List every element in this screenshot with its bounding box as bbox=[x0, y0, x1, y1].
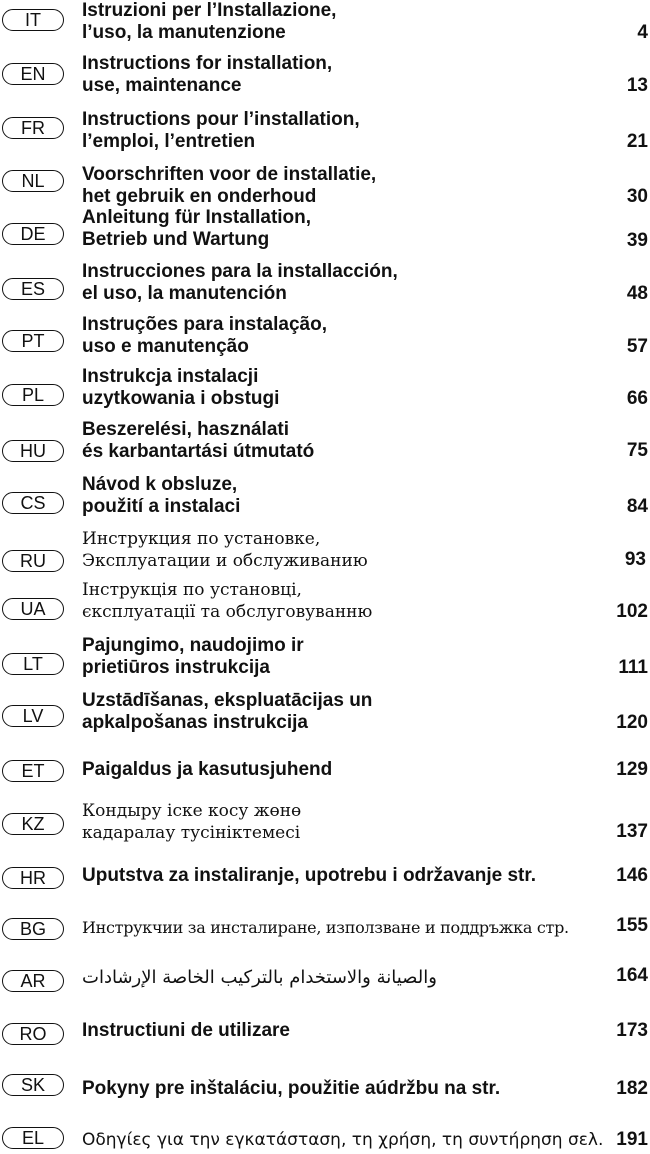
language-badge: CS bbox=[2, 492, 64, 514]
toc-entry-lt bbox=[0, 635, 650, 679]
language-badge: NL bbox=[2, 170, 64, 192]
entry-title bbox=[82, 917, 610, 939]
title-line-2: és karbantartási útmutató bbox=[82, 441, 315, 462]
title-line-2: apkalpošanas instrukcija bbox=[82, 712, 308, 733]
title-line-1: Інструкція по установці, bbox=[82, 580, 302, 600]
title-line-2: het gebruik en onderhoud bbox=[82, 186, 317, 207]
title-line-1: Beszerelési, használati bbox=[82, 419, 289, 440]
title-line-1: والصيانة والاستخدام بالتركيب الخاصة الإرشادات bbox=[82, 967, 437, 988]
page-number: 48 bbox=[626, 283, 648, 304]
title-line-2: el uso, la manutención bbox=[82, 283, 287, 304]
title-line-1: Návod k obsluze, bbox=[82, 474, 238, 495]
title-line-1: Uzstādīšanas, ekspluatācijas un bbox=[82, 690, 373, 711]
language-badge: SK bbox=[2, 1074, 64, 1096]
entry-title bbox=[82, 759, 610, 781]
toc-entry-sk bbox=[0, 1075, 650, 1102]
title-line-1: Кондыру іске косу жөнө bbox=[82, 801, 302, 821]
page-number: 120 bbox=[616, 712, 648, 733]
toc-entry-lv bbox=[0, 690, 650, 734]
toc-entry-cs bbox=[0, 474, 650, 518]
page-number: 30 bbox=[626, 186, 648, 207]
entry-title bbox=[82, 1078, 610, 1100]
title-line-1: Instrukcja instalacji bbox=[82, 366, 259, 387]
language-badge: DE bbox=[2, 223, 64, 245]
toc-entry-hu bbox=[0, 419, 650, 463]
title-line-2: Эксплуатации и обслуживанию bbox=[82, 551, 368, 571]
page-number: 146 bbox=[616, 865, 648, 886]
page-number: 66 bbox=[626, 388, 648, 409]
title-line-1: Instructions pour l’installation, bbox=[82, 109, 360, 130]
page-number: 155 bbox=[616, 915, 648, 936]
toc-entry-fr bbox=[0, 109, 650, 153]
page-number: 4 bbox=[637, 22, 648, 43]
toc-entry-de bbox=[0, 207, 650, 251]
entry-title bbox=[82, 474, 610, 518]
page-number: 173 bbox=[616, 1020, 648, 1041]
title-line-2: Betrieb und Wartung bbox=[82, 229, 270, 250]
entry-title bbox=[82, 53, 610, 97]
language-badge: EN bbox=[2, 63, 64, 85]
language-badge: ET bbox=[2, 760, 64, 782]
page-number: 182 bbox=[616, 1078, 648, 1099]
page-number: 164 bbox=[616, 965, 648, 986]
language-badge: HR bbox=[2, 867, 64, 889]
title-line-1: Voorschriften voor de installatie, bbox=[82, 164, 377, 185]
toc-entry-ru bbox=[0, 528, 650, 572]
language-badge: UA bbox=[2, 598, 64, 620]
toc-entry-nl bbox=[0, 164, 650, 208]
entry-title bbox=[82, 690, 610, 734]
title-line-1: Pokyny pre inštaláciu, použitie aúdržbu na str. bbox=[82, 1078, 501, 1099]
title-line-1: Anleitung für Installation, bbox=[82, 207, 312, 228]
title-line-1: Инструкчии за инсталиране, използване и поддръжка стр. bbox=[82, 918, 569, 937]
toc-entry-bg bbox=[0, 915, 650, 939]
title-line-1: Instrucciones para la installacción, bbox=[82, 261, 398, 282]
toc-entry-hr bbox=[0, 865, 650, 889]
page-number: 75 bbox=[626, 440, 648, 461]
title-line-1: Οδηγίες για την εγκατάσταση, τη χρήση, τη συντήρηση σελ. bbox=[82, 1130, 604, 1150]
language-badge: AR bbox=[2, 970, 64, 992]
toc-entry-it bbox=[0, 0, 650, 44]
entry-title bbox=[82, 528, 610, 572]
language-badge: ES bbox=[2, 278, 64, 300]
entry-title bbox=[82, 1020, 610, 1042]
entry-title bbox=[82, 314, 610, 358]
title-line-1: Инструкция по установке, bbox=[82, 529, 321, 549]
title-line-2: кадаралау тусініктемесі bbox=[82, 823, 301, 843]
page-number: 84 bbox=[626, 496, 648, 517]
title-line-2: uzytkowania i obstugi bbox=[82, 388, 280, 409]
title-line-2: use, maintenance bbox=[82, 75, 242, 96]
page-number: 129 bbox=[616, 759, 648, 780]
page-number: 191 bbox=[616, 1129, 648, 1150]
title-line-1: Uputstva za instaliranje, upotrebu i održavanje str. bbox=[82, 865, 536, 886]
entry-title bbox=[82, 207, 610, 251]
title-line-1: Instructiuni de utilizare bbox=[82, 1020, 290, 1041]
language-badge: LV bbox=[2, 705, 64, 727]
entry-title bbox=[82, 366, 610, 410]
page-number: 13 bbox=[626, 75, 648, 96]
toc-entry-es bbox=[0, 261, 650, 305]
page-number: 102 bbox=[616, 601, 648, 622]
language-badge: LT bbox=[2, 653, 64, 675]
title-line-1: Instructions for installation, bbox=[82, 53, 333, 74]
language-badge: EL bbox=[2, 1127, 64, 1149]
entry-title bbox=[82, 800, 610, 844]
language-badge: FR bbox=[2, 117, 64, 139]
language-badge: KZ bbox=[2, 813, 64, 835]
page-number: 93 bbox=[624, 549, 646, 570]
entry-title bbox=[82, 109, 610, 153]
language-badge: HU bbox=[2, 440, 64, 462]
language-badge: RU bbox=[2, 550, 64, 572]
entry-title bbox=[82, 0, 610, 44]
entry-title bbox=[82, 967, 522, 989]
title-line-2: uso e manutenção bbox=[82, 336, 249, 357]
title-line-1: Paigaldus ja kasutusjuhend bbox=[82, 759, 333, 780]
toc-entry-kz bbox=[0, 798, 650, 846]
entry-title bbox=[82, 865, 610, 887]
entry-title bbox=[82, 635, 610, 679]
title-line-2: použití a instalaci bbox=[82, 496, 241, 517]
entry-title bbox=[82, 261, 610, 305]
title-line-1: Instruções para instalação, bbox=[82, 314, 327, 335]
title-line-2: l’emploi, l’entretien bbox=[82, 131, 256, 152]
language-badge: BG bbox=[2, 918, 64, 940]
toc-entry-pt bbox=[0, 314, 650, 358]
title-line-2: l’uso, la manutenzione bbox=[82, 22, 286, 43]
title-line-1: Istruzioni per l’Installazione, bbox=[82, 0, 337, 21]
language-badge: IT bbox=[2, 9, 64, 31]
toc-entry-et bbox=[0, 759, 650, 783]
language-badge: PL bbox=[2, 384, 64, 406]
toc-entry-el bbox=[0, 1129, 650, 1153]
page-number: 111 bbox=[618, 657, 648, 678]
language-badge: RO bbox=[2, 1023, 64, 1045]
entry-title bbox=[82, 164, 610, 208]
toc-entry-en bbox=[0, 53, 650, 97]
entry-title bbox=[82, 419, 610, 463]
page-number: 57 bbox=[626, 336, 648, 357]
entry-title bbox=[82, 579, 610, 623]
toc-entry-ua bbox=[0, 579, 650, 623]
title-line-2: prietiūros instrukcija bbox=[82, 657, 270, 678]
title-line-1: Pajungimo, naudojimo ir bbox=[82, 635, 304, 656]
toc-entry-ro bbox=[0, 1020, 650, 1044]
entry-title bbox=[82, 1129, 610, 1151]
page-number: 21 bbox=[626, 131, 648, 152]
toc-entry-pl bbox=[0, 366, 650, 410]
page-number: 137 bbox=[616, 821, 648, 842]
language-badge: PT bbox=[2, 330, 64, 352]
title-line-2: єксплуатації та обслуговуванню bbox=[82, 602, 373, 622]
toc-entry-ar bbox=[0, 965, 650, 989]
page-number: 39 bbox=[626, 230, 648, 251]
